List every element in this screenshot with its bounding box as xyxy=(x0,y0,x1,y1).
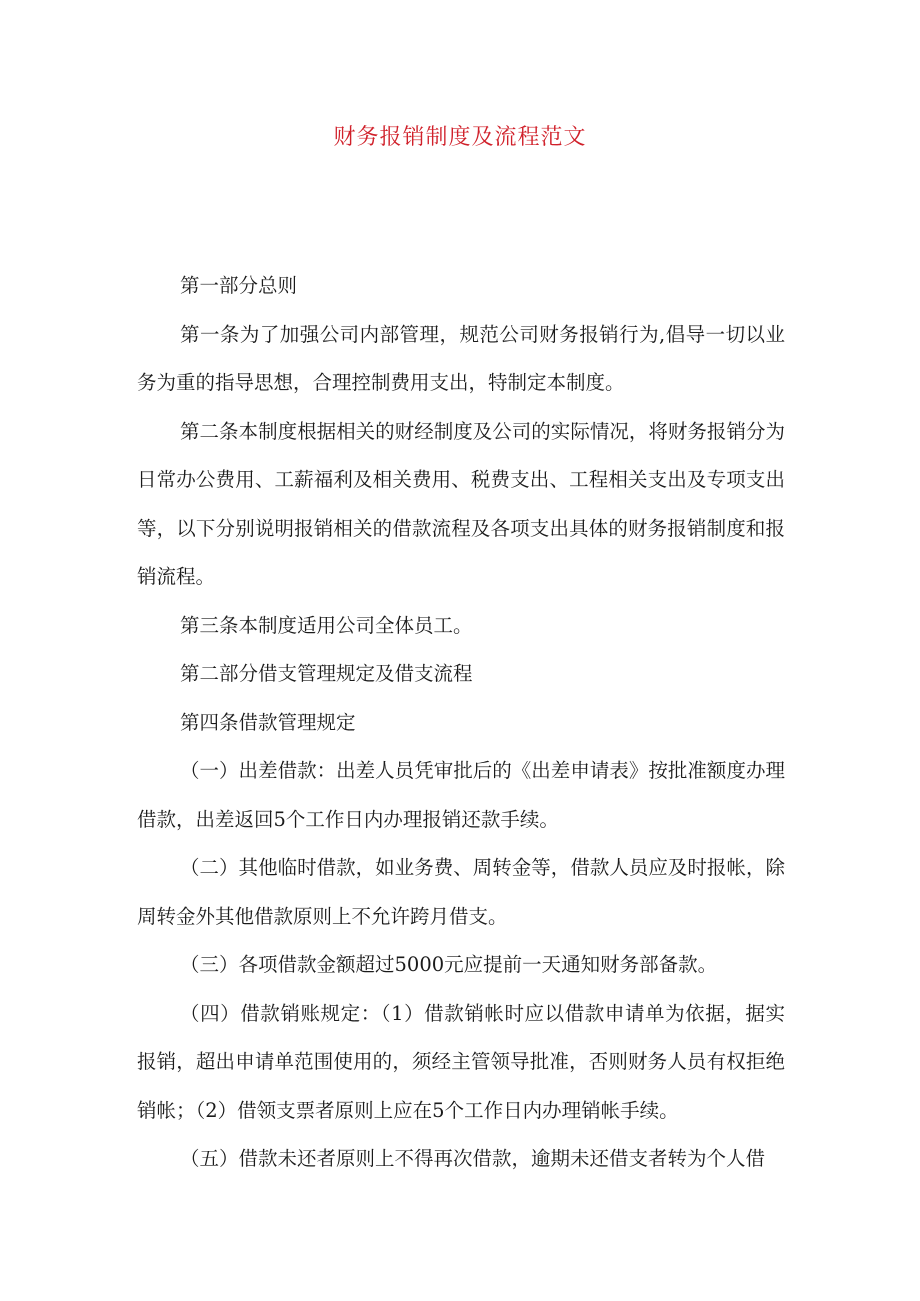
clause-1: （一）出差借款：出差人员凭审批后的《出差申请表》按批准额度办理借款，出差返回5个工作日内办理报销还款手续。 xyxy=(137,759,785,831)
article-4: 第四条借款管理规定 xyxy=(180,710,356,734)
clause-2: （二）其他临时借款，如业务费、周转金等，借款人员应及时报帐，除周转金外其他借款原则上不允许跨月借支。 xyxy=(137,856,785,928)
article-1: 第一条为了加强公司内部管理，规范公司财务报销行为,倡导一切以业务为重的指导思想，合理控制费用支出，特制定本制度。 xyxy=(137,322,785,394)
clause-4: （四）借款销账规定：（1）借款销帐时应以借款申请单为依据，据实报销，超出申请单范围使用的，须经主管领导批准，否则财务人员有权拒绝销帐；（2）借领支票者原则上应在5个工作日内办理销帐手续。 xyxy=(137,1001,785,1122)
section-heading-borrowing: 第二部分借支管理规定及借支流程 xyxy=(180,662,473,685)
clause-3: （三）各项借款金额超过5000元应提前一天通知财务部备款。 xyxy=(180,953,718,976)
section-heading-general: 第一部分总则 xyxy=(180,274,298,297)
article-2: 第二条本制度根据相关的财经制度及公司的实际情况，将财务报销分为日常办公费用、工薪福利及相关费用、税费支出、工程相关支出及专项支出等，以下分别说明报销相关的借款流程及各项支出具体的财务报销制度和报销流程。 xyxy=(137,419,785,588)
document-title: 财务报销制度及流程范文 xyxy=(333,125,587,150)
article-3: 第三条本制度适用公司全体员工。 xyxy=(180,613,473,637)
clause-5: （五）借款未还者原则上不得再次借款，逾期未还借支者转为个人借 xyxy=(180,1147,766,1170)
document-body xyxy=(137,262,785,1184)
